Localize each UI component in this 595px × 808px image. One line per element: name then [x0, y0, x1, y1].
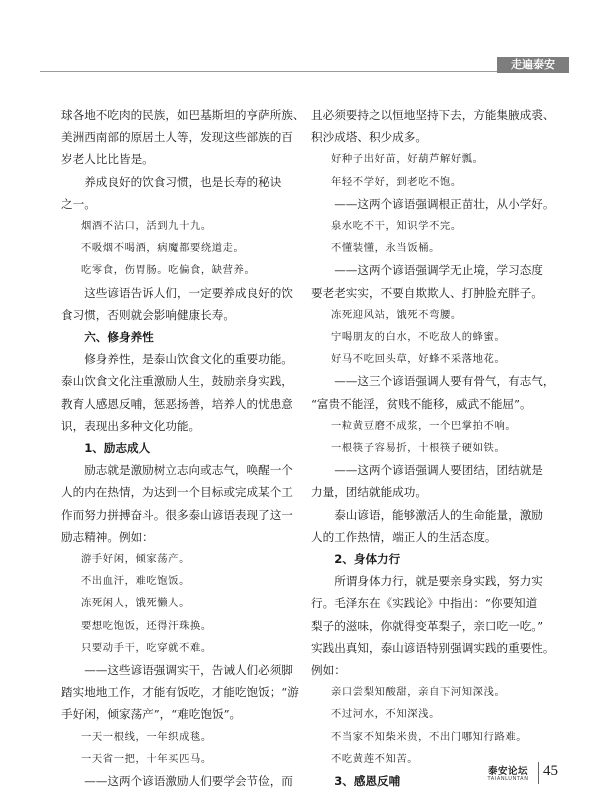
proverb-line: 亲口尝梨知酸甜，亲自下河知深浅。 — [331, 686, 506, 699]
proverb-line: 不当家不知柴米贵，不出门哪知行路难。 — [331, 730, 528, 743]
proverb-line: 宁喝朋友的白水，不吃敌人的蜂蜜。 — [331, 331, 506, 344]
proverb-line: 不懂装懂，永当饭桶。 — [331, 242, 440, 255]
paragraph-line: 泰山谚语，能够激活人的生命能量，激励 — [311, 507, 543, 522]
paragraph-line: 实践出真知，泰山谚语特别强调实践的重要性。 — [311, 640, 555, 655]
footer-brand: 泰安论坛 — [487, 766, 528, 777]
paragraph-line: 所谓身体力行，就是要亲身实践，努力实 — [311, 574, 543, 589]
left-column — [61, 104, 305, 792]
proverb-line: 一根筷子容易折，十根筷子硬如铁。 — [331, 442, 506, 455]
paragraph-line: 泰山饮食文化注重激励人生，鼓励亲身实践， — [61, 374, 293, 389]
paragraph-line: 梨子的滋味，你就得变革梨子，亲口吃一吃。” — [311, 618, 544, 633]
paragraph-line: “富贵不能淫，贫贱不能移，威武不能屈”。 — [311, 396, 532, 411]
footer-brand-sub: TAIANLUNTAN — [487, 776, 529, 782]
section-heading: 六、修身养性 — [61, 330, 154, 345]
paragraph-line: ——这两个谚语强调根正苗壮，从小学好。 — [311, 196, 555, 211]
proverb-line: 一粒黄豆磨不成浆，一个巴掌拍不响。 — [331, 419, 517, 432]
paragraph-line: 手好闲，倾家荡产”，“难吃饱饭”。 — [61, 707, 242, 722]
paragraph-line: 励志精神。例如： — [61, 529, 154, 544]
paragraph-line: 球各地不吃肉的民族，如巴基斯坦的亨萨所族、 — [61, 108, 305, 122]
paragraph-line: 美洲西南部的原居土人等，发现这些部族的百 — [61, 130, 293, 145]
proverb-line: 不过河水，不知深浅。 — [331, 708, 440, 721]
paragraph-line: 这些谚语告诉人们，一定要养成良好的饮 — [61, 285, 293, 300]
paragraph-line: 之一。 — [61, 196, 96, 211]
footer-divider — [538, 762, 539, 784]
paragraph-line: ——这三个谚语强调人要有骨气，有志气， — [311, 374, 555, 389]
proverb-line: 游手好闲，倾家荡产。 — [81, 553, 190, 566]
proverb-line: 好种子出好苗，好葫芦解好瓢。 — [331, 153, 484, 166]
paragraph-line: 识，表现出多种文化功能。 — [61, 418, 201, 433]
paragraph-line: 人的工作热情，端正人的生活态度。 — [311, 529, 497, 544]
proverb-line: 不吸烟不喝酒，病魔都要绕道走。 — [81, 242, 245, 255]
proverb-line: 只要动手干，吃穿就不难。 — [81, 641, 212, 654]
paragraph-line: 养成良好的饮食习惯，也是长寿的秘诀 — [61, 174, 282, 189]
proverb-line: 要想吃饱饭，还得汗珠换。 — [81, 619, 212, 632]
proverb-line: 冻死闲人，饿死懒人。 — [81, 597, 190, 610]
proverb-line: 不吃黄莲不知苦。 — [331, 752, 419, 765]
proverb-line: 一天省一把，十年买匹马。 — [81, 752, 212, 765]
paragraph-line: 例如： — [311, 663, 346, 678]
proverb-line: 一天一根线，一年织成毯。 — [81, 730, 212, 743]
paragraph-line: 修身养性，是泰山饮食文化的重要功能。 — [61, 352, 293, 367]
paragraph-line: 行。毛泽东在《实践论》中指出：“你要知道 — [311, 596, 538, 611]
section-heading: 2、身体力行 — [311, 552, 401, 567]
paragraph-line: ——这两个谚语强调人要团结，团结就是 — [311, 463, 543, 478]
paragraph-line: ——这两个谚语强调学无止境，学习态度 — [311, 263, 543, 278]
paragraph-line: 岁老人比比皆是。 — [61, 152, 154, 167]
paragraph-line: 教育人感恩反哺，惩恶扬善，培养人的忧患意 — [61, 396, 293, 411]
paragraph-line: 且必须要持之以恒地坚持下去，方能集腋成裘、 — [311, 108, 555, 122]
proverb-line: 冻死迎风站，饿死不弯腰。 — [331, 308, 462, 321]
paragraph-line: 作而努力拼搏奋斗。很多泰山谚语表现了这一 — [61, 507, 293, 522]
paragraph-line: 食习惯，否则就会影响健康长寿。 — [61, 307, 235, 322]
paragraph-line: 人的内在热情，为达到一个目标或完成某个工 — [61, 485, 293, 500]
page-number: 45 — [543, 763, 558, 779]
proverb-line: 吃零食，伤胃肠。吃偏食，缺营养。 — [81, 264, 256, 277]
paragraph-line: 积沙成塔、积少成多。 — [311, 130, 427, 145]
header-rule — [40, 71, 498, 72]
proverb-line: 烟酒不沾口，活到九十九。 — [81, 220, 212, 233]
paragraph-line: 要老老实实，不要自欺欺人、打肿脸充胖子。 — [311, 285, 543, 300]
paragraph-line: 力量，团结就能成功。 — [311, 485, 427, 500]
section-tag: 走遍泰安 — [497, 57, 569, 73]
paragraph-line: ——这些谚语强调实干，告诫人们必须脚 — [61, 663, 293, 678]
paragraph-line: ——这两个谚语激励人们要学会节俭，而 — [61, 774, 293, 789]
section-heading: 3、感恩反哺 — [311, 774, 401, 789]
proverb-line: 好马不吃回头草，好蜂不采落地花。 — [331, 353, 506, 366]
proverb-line: 不出血汗，难吃饱饭。 — [81, 575, 190, 588]
section-heading: 1、励志成人 — [61, 441, 151, 456]
paragraph-line: 励志就是激励树立志向或志气，唤醒一个 — [61, 463, 293, 478]
proverb-line: 泉水吃不干，知识学不完。 — [331, 220, 462, 233]
paragraph-line: 踏实地地工作，才能有饭吃，才能吃饱饭；“游 — [61, 685, 299, 700]
proverb-line: 年轻不学好，到老吃不饱。 — [331, 175, 462, 188]
